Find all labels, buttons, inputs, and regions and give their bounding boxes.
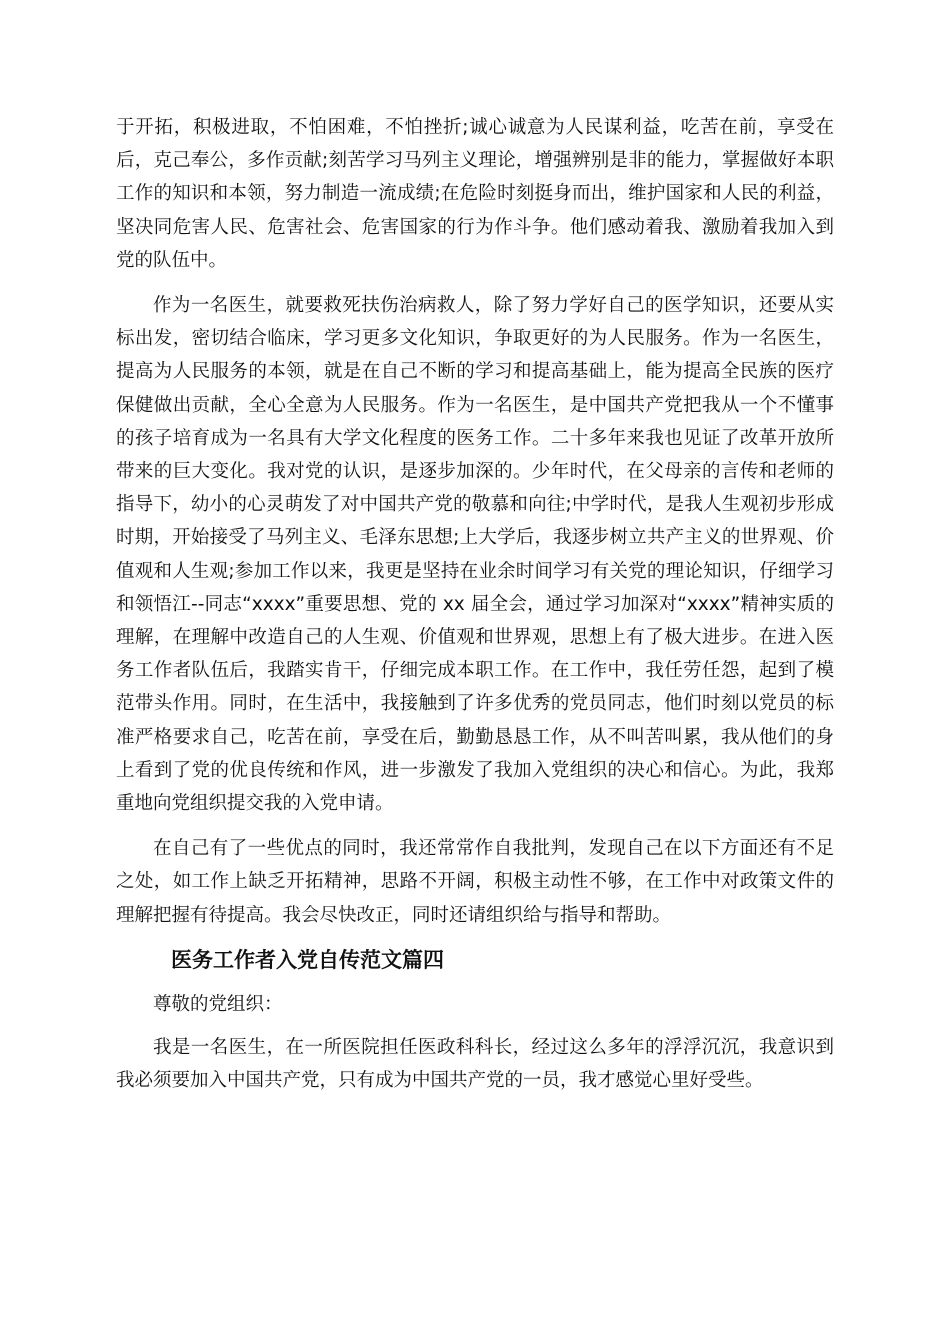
body-paragraph-1: 于开拓，积极进取，不怕困难，不怕挫折;诚心诚意为人民谋利益，吃苦在前，享受在后，克己奉公，多作贡献;刻苦学习马列主义理论，增强辨别是非的能力，掌握做好本职工作的知识和本领，努力制造一流成绩;在危险时刻挺身而出，维护国家和人民的利益，坚决同危害人民、危害社会、危害国家的行为作斗争。他们感动着我、激励着我加入到党的队伍中。 bbox=[116, 117, 834, 271]
closing-paragraph: 我是一名医生，在一所医院担任医政科科长，经过这么多年的浮浮沉沉，我意识到我必须要加入中国共产党，只有成为中国共产党的一员，我才感觉心里好受些。 bbox=[116, 1037, 834, 1092]
document-page bbox=[116, 111, 834, 1097]
body-paragraph-3: 在自己有了一些优点的同时，我还常常作自我批判，发现自己在以下方面还有不足之处，如工作上缺乏开拓精神，思路不开阔，积极主动性不够，在工作中对政策文件的理解把握有待提高。我会尽快改正，同时还请组织给与指导和帮助。 bbox=[116, 838, 834, 926]
body-paragraph-2: 作为一名医生，就要救死扶伤治病救人，除了努力学好自己的医学知识，还要从实标出发，密切结合临床，学习更多文化知识，争取更好的为人民服务。作为一名医生，提高为人民服务的本领，就是在自己不断的学习和提高基础上，能为提高全民族的医疗保健做出贡献，全心全意为人民服务。作为一名医生，是中国共产党把我从一个不懂事的孩子培育成为一名具有大学文化程度的医务工作。二十多年来我也见证了改革开放所带来的巨大变化。我对党的认识，是逐步加深的。少年时代，在父母亲的言传和老师的指导下，幼小的心灵萌发了对中国共产党的敬慕和向往;中学时代，是我人生观初步形成时期，开始接受了马列主义、毛泽东思想;上大学后，我逐步树立共产主义的世界观、价值观和人生观;参加工作以来，我更是坚持在业余时间学习有关党的理论知识，仔细学习和领悟江--同志“xxxx”重要思想、党的 xx 届全会，通过学习加深对“xxxx”精神实质的理解，在理解中改造自己的人生观、价值观和世界观，思想上有了极大进步。在进入医务工作者队伍后，我踏实肯干，仔细完成本职工作。在工作中，我任劳任怨，起到了模范带头作用。同时，在生活中，我接触到了许多优秀的党员同志，他们时刻以党员的标准严格要求自己，吃苦在前，享受在后，勤勤恳恳工作，从不叫苦叫累，我从他们的身上看到了党的优良传统和作风，进一步激发了我加入党组织的决心和信心。为此，我郑重地向党组织提交我的入党申请。 bbox=[116, 295, 834, 815]
section-heading: 医务工作者入党自传范文篇四 bbox=[171, 947, 444, 972]
salutation: 尊敬的党组织： bbox=[153, 993, 283, 1015]
